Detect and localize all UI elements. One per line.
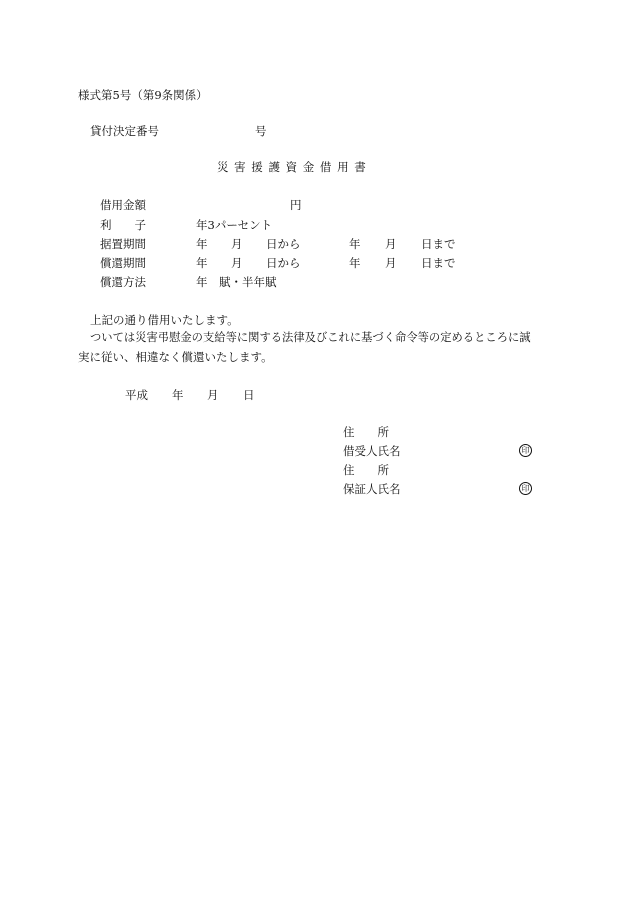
repay-period-from: 日から (266, 256, 301, 270)
repay-period-label: 償還期間 (100, 256, 146, 270)
amount-unit: 円 (290, 198, 302, 212)
deferral-month1: 月 (231, 237, 243, 251)
document-title: 災 害 援 護 資 金 借 用 書 (217, 160, 367, 174)
date-month: 月 (207, 388, 219, 402)
repay-method-value: 年 賦・半年賦 (196, 275, 277, 289)
repay-period-year1: 年 (196, 256, 208, 270)
repay-period-month1: 月 (231, 256, 243, 270)
borrower-name-label: 借受人氏名 (343, 444, 401, 458)
decision-number-suffix: 号 (255, 124, 267, 138)
deferral-year1: 年 (196, 237, 208, 251)
date-era: 平成 (125, 388, 148, 402)
interest-value: 年3パーセント (196, 218, 273, 232)
date-year: 年 (172, 388, 184, 402)
guarantor-name-label: 保証人氏名 (343, 482, 401, 496)
date-day: 日 (243, 388, 255, 402)
repay-period-month2: 月 (385, 256, 397, 270)
body-line-1: 上記の通り借用いたします。 (90, 313, 239, 327)
deferral-from: 日から (266, 237, 301, 251)
body-line-2: ついては災害弔慰金の支給等に関する法律及びこれに基づく命令等の定めるところに誠 (90, 331, 531, 344)
deferral-year2: 年 (349, 237, 361, 251)
deferral-label: 据置期間 (100, 237, 146, 251)
deferral-month2: 月 (385, 237, 397, 251)
interest-label: 利 子 (100, 218, 146, 232)
guarantor-address-label: 住 所 (343, 463, 389, 477)
body-line-3: 実に従い、相違なく償還いたします。 (78, 350, 273, 364)
seal-icon: 印 (519, 444, 532, 457)
repay-method-label: 償還方法 (100, 275, 146, 289)
deferral-until: 日まで (421, 237, 456, 251)
seal-icon: 印 (519, 482, 532, 495)
form-label: 様式第5号（第9条関係） (78, 88, 208, 102)
decision-number-label: 貸付決定番号 (90, 124, 159, 138)
repay-period-until: 日まで (421, 256, 456, 270)
borrower-address-label: 住 所 (343, 425, 389, 439)
repay-period-year2: 年 (349, 256, 361, 270)
amount-label: 借用金額 (100, 198, 146, 212)
